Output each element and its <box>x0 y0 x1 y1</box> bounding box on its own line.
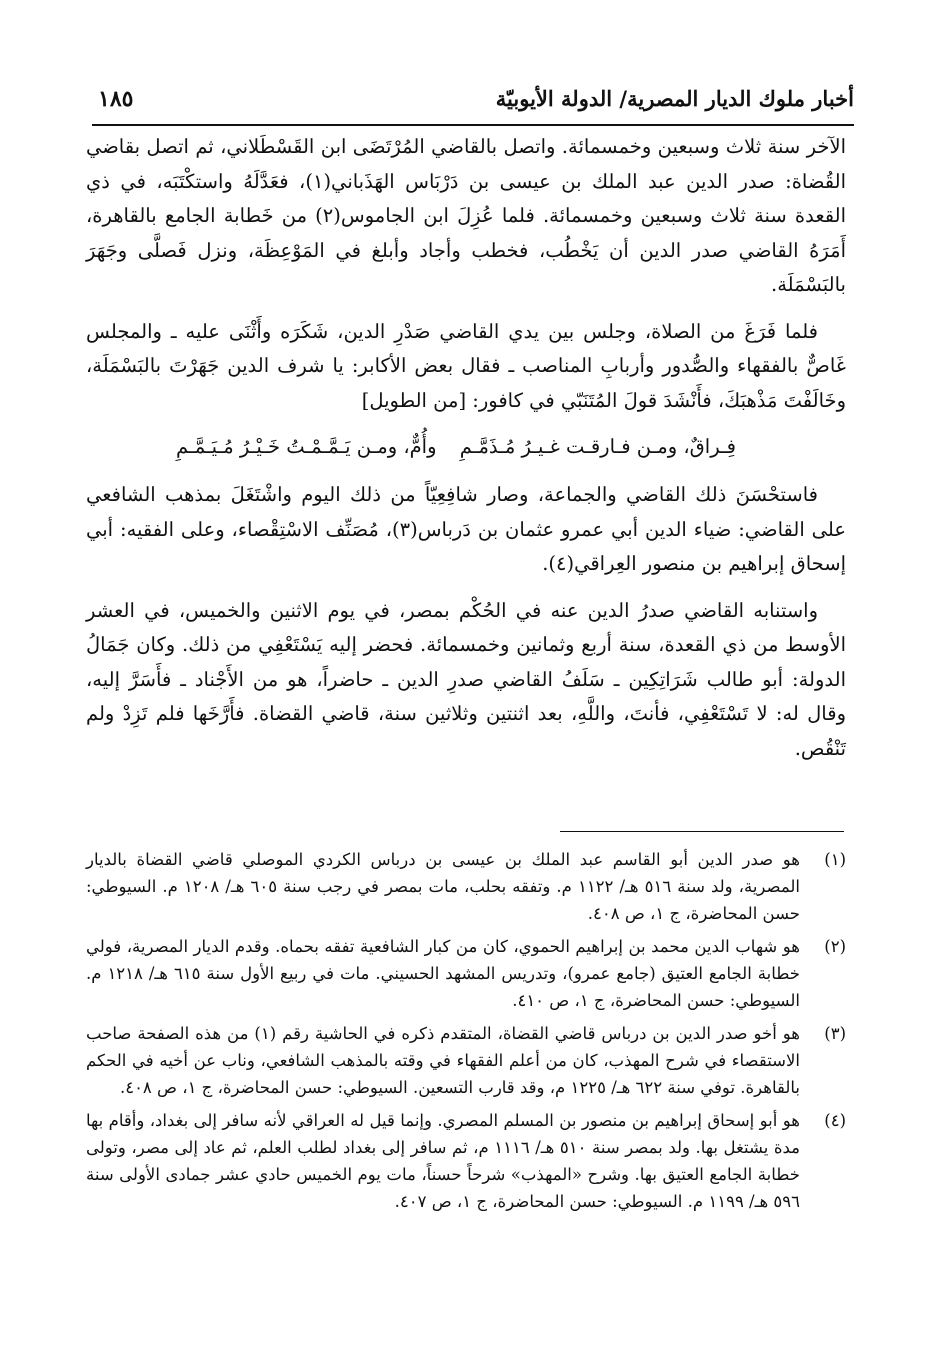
footnote <box>86 846 846 927</box>
footnote-marker: (٤) <box>824 1111 846 1130</box>
footnote-marker: (١) <box>824 850 846 869</box>
footnote-marker: (٣) <box>824 1024 846 1043</box>
footnote <box>86 1020 846 1101</box>
page-header <box>92 80 854 126</box>
main-text <box>86 130 846 778</box>
paragraph: واستنابه القاضي صدرُ الدين عنه في الحُكْم بمصر، في يوم الاثنين والخميس، في العشر الأوسط من ذي القعدة، سنة أربع وثمانين وخمسمائة. فحضر إليه يَسْتَعْفِي من ذلك. وكان جَمَالُ الدولة: أبو طالب شَرَاتِكِين ـ سَلَفُ القاضي صدرِ الدين ـ حاضراً، هو من الأَجْناد ـ فأَسَرَّ إليه، وقال له: لا تَسْتَعْفِي، فأنتَ، واللَّهِ، بعد اثنتين وثلاثين سنة، قاضي القضاة. فأَرَّخَها فلم تَزِدْ ولم تَنْقُص. <box>86 598 846 760</box>
footnote-text: هو أخو صدر الدين بن درباس قاضي القضاة، المتقدم ذكره في الحاشية رقم (١) من هذه الصفحة صاحب الاستقصاء في شرح المهذب، كان من أعلم الفقهاء في وقته بالمذهب الشافعي، وناب عن أخيه في الحكم بالقاهرة. توفي سنة ٦٢٢ هـ/ ١٢٢٥ م، وقد قارب التسعين. السيوطي: حسن المحاضرة، ج ١، ص ٤٠٨. <box>86 1024 800 1097</box>
paragraph: فلما فَرَغَ من الصلاة، وجلس بين يدي القاضي صَدْرِ الدين، شَكَرَه وأَثْنَى عليه ـ والمجلس غَاصٌّ بالفقهاء والصُّدور وأربابِ المناصب ـ فقال بعض الأكابر: يا شرف الدين جَهَرْتَ بالبَسْمَلَة، وخَالَفْتَ مَذْهبَكَ، فأَنْشَدَ قولَ المُتَنَبّي في كافور: [من الطويل] <box>86 319 846 412</box>
paragraph: الآخر سنة ثلاث وسبعين وخمسمائة. واتصل بالقاضي المُرْتَضَى ابن القَسْطَلاني، ثم اتصل بقاضي القُضاة: صدر الدين عبد الملك بن عيسى بن دَرْبَاس الهَذَباني(١)، فعَدَّلَهُ واستكْتَبَه، في ذي القعدة سنة ثلاث وسبعين وخمسمائة. فلما عُزِلَ ابن الجاموس(٢) من خَطابة الجامع بالقاهرة، أَمَرَهُ القاضي صدر الدين أن يَخْطُب، فخطب وأجاد وأبلغ في المَوْعِظَة، ونزل فَصلَّى وجَهَرَ بالبَسْمَلَة. <box>86 135 847 296</box>
footnote-divider <box>560 831 844 832</box>
footnote-text: هو أبو إسحاق إبراهيم بن منصور بن المسلم المصري. وإنما قيل له العراقي لأنه سافر إلى بغداد، وأقام بها مدة يشتغل بها. ولد بمصر سنة ٥١٠ هـ/ ١١١٦ م، ثم سافر إلى بغداد لطلب العلم، ثم عاد إلى مصر، وتولى خطابة الجامع العتيق بها. وشرح «المهذب» شرحاً حسناً، مات يوم الخميس حادي عشر جمادى الأولى سنة ٥٩٦ هـ/ ١١٩٩ م. السيوطي: حسن المحاضرة، ج ١، ص ٤٠٧. <box>86 1111 800 1211</box>
page-number: ١٨٥ <box>98 86 134 112</box>
paragraph: فاستحْسَنَ ذلك القاضي والجماعة، وصار شافِعِيّاً من ذلك اليوم واشْتَغَلَ بمذهب الشافعي على القاضي: ضياء الدين أبي عمرو عثمان بن دَرباس(٣)، مُصَنِّف الاسْتِقْصاء، وعلى الفقيه: أبي إسحاق إبراهيم بن منصور العِراقي(٤). <box>86 483 846 575</box>
footnotes <box>86 846 846 1221</box>
verse-second-hemistich: وأُمٌّ، ومـن يَـمَّـمْـتُ خَـيْـرُ مُـيَـمَّـمِ <box>176 435 437 458</box>
footnote <box>86 933 846 1014</box>
footnote-text: هو شهاب الدين محمد بن إبراهيم الحموي، كان من كبار الشافعية تفقه بحماه. وقدم الديار المصرية، فولي خطابة الجامع العتيق (جامع عمرو)، وتدريس المشهد الحسيني. مات في ربيع الأول سنة ٦١٥ هـ/ ١٢١٨ م. السيوطي: حسن المحاضرة، ج ١، ص ٤١٠. <box>86 937 800 1010</box>
poetry-verse <box>86 430 846 464</box>
running-title: أخبار ملوك الديار المصرية/ الدولة الأيوبيّة <box>495 86 854 111</box>
footnote-text: هو صدر الدين أبو القاسم عبد الملك بن عيسى بن درباس الكردي الموصلي قاضي القضاة بالديار المصرية، ولد سنة ٥١٦ هـ/ ١١٢٢ م. وتفقه بحلب، مات بمصر في رجب سنة ٦٠٥ هـ/ ١٢٠٨ م. السيوطي: حسن المحاضرة، ج ١، ص ٤٠٨. <box>86 850 800 923</box>
verse-first-hemistich: فِـراقٌ، ومـن فـارقـت غـيـرُ مُـذَمَّـمِ <box>459 435 736 458</box>
footnote <box>86 1107 846 1215</box>
footnote-marker: (٢) <box>824 937 846 956</box>
